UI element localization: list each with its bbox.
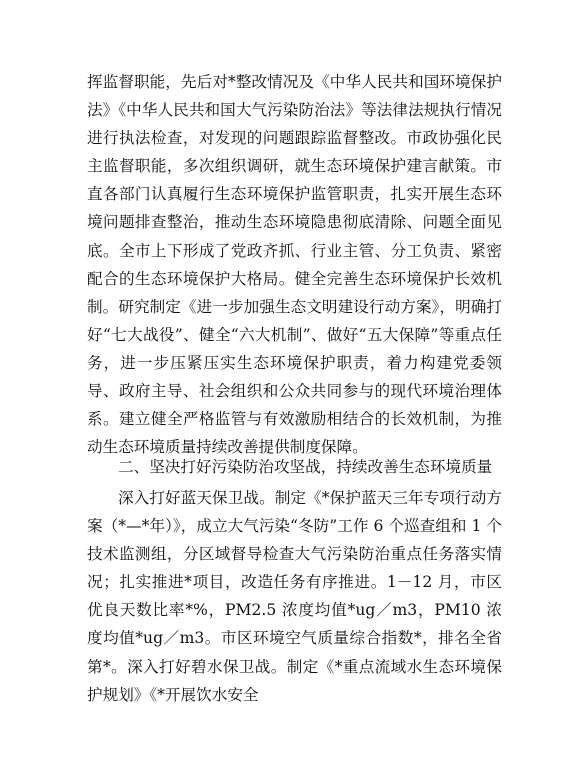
section-heading: 二、坚决打好污染防治攻坚战，持续改善生态环境质量 [118, 458, 493, 476]
body-paragraph-1: 挥监督职能，先后对*整改情况及《中华人民共和国环境保护法》《中华人民共和国大气污染防治法》等法律法规执行情况进行执法检查，对发现的问题跟踪监督整改。市政协强化民主监督职能，多次组织调研，就生态环境保护建言献策。市直各部门认真履行生态环境保护监管职责，扎实开展生态环境问题排查整治，推动生态环境隐患彻底清除、问题全面见底。全市上下形成了党政齐抓、行业主管、分工负责、紧密配合的生态环境保护大格局。健全完善生态环境保护长效机制。研究制定《进一步加强生态文明建设行动方案》，明确打好“七大战役”、健全“六大机制”、做好“五大保障”等重点任务，进一步压紧压实生态环境保护职责，着力构建党委领导、政府主导、社会组织和公众共同参与的现代环境治理体系。建立健全严格监管与有效激励相结合的长效机制，为推动生态环境质量持续改善提供制度保障。 [87, 73, 502, 457]
body-paragraph-2: 深入打好蓝天保卫战。制定《*保护蓝天三年专项行动方案（*—*年）》，成立大气污染“冬防”工作 6 个巡查组和 1 个技术监测组，分区域督导检查大气污染防治重点任务落实情况；扎实推进*项目，改造任务有序推进。1－12 月，市区优良天数比率*%，PM2.5 浓度均值*ug／m3，PM10 浓度均值*ug／m3。市区环境空气质量综合指数*，排名全省第*。深入打好碧水保卫战。制定《*重点流域水生态环境保护规划》《*开展饮水安全 [87, 489, 502, 704]
